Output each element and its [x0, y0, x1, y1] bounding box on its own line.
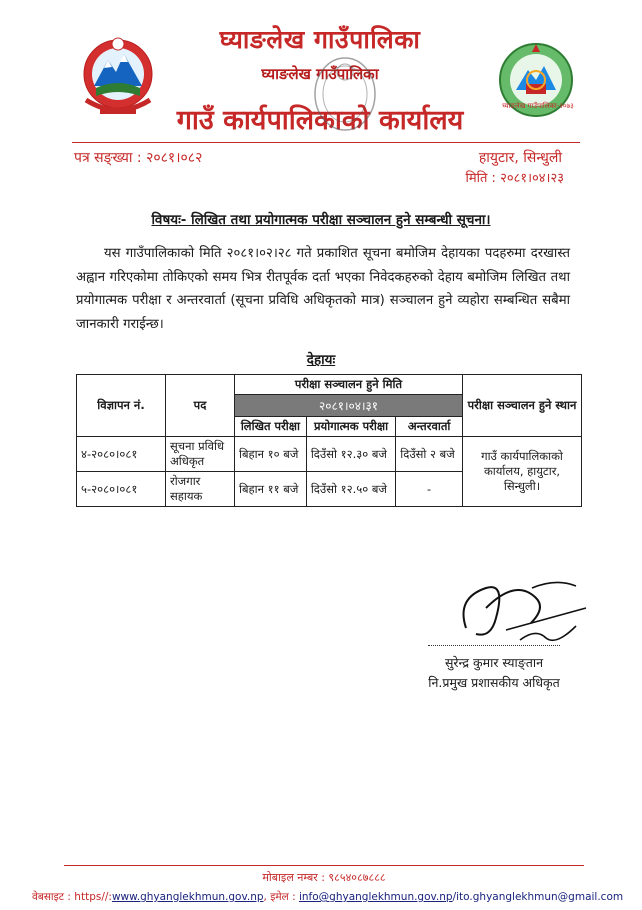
col-interview: अन्तरवार्ता [396, 417, 463, 437]
municipality-name: घ्याङलेख गाउँपालिका [219, 25, 421, 54]
email-link[interactable]: info@ghyanglekhmun.gov.np [298, 891, 453, 903]
footer-contacts: वेबसाइट : https//:www.ghyanglekhmun.gov.np, इमेल : info@ghyanglekhmun.gov.np/ito.ghyanglekhmun@gmail.com [32, 891, 624, 903]
logo-caption: घ्याङलेख गाउँपालिका-२०७३ [502, 102, 574, 110]
col-exam-date-group: परीक्षा सञ्चालन हुने मिति [235, 375, 463, 395]
table-row: ४-२०८०।०८१ सूचना प्रविधि अधिकृत बिहान १० बजे दिउँसो १२.३० बजे दिउँसो २ बजे गाउँ कार्यपालिकाको कार्यालय, हायुटार, सिन्धुली। [77, 437, 582, 472]
signer-name: सुरेन्द्र कुमार स्याङ्तान [444, 655, 544, 670]
col-adv-no: विज्ञापन नं. [77, 375, 166, 437]
header-divider [72, 142, 580, 143]
subject-line: विषयः- लिखित तथा प्रयोगात्मक परीक्षा सञ्चालन हुने सम्बन्धी सूचना। [151, 212, 491, 228]
footer-mobile: मोबाइल नम्बर : ९८५४०८७८८८ [262, 871, 386, 884]
col-post: पद [166, 375, 235, 437]
venue-cell: गाउँ कार्यपालिकाको कार्यालय, हायुटार, सिन्धुली। [463, 437, 582, 507]
letter-date: मिति : २०८१।०४।२३ [465, 171, 564, 186]
col-venue: परीक्षा सञ्चालन हुने स्थान [463, 375, 582, 437]
municipality-logo-icon [496, 40, 576, 124]
office-name: गाउँ कार्यपालिकाको कार्यालय [176, 105, 464, 136]
schedule-heading: देहायः [306, 352, 336, 368]
municipality-name-stylized: घ्याङलेख गाउँपालिका [261, 65, 379, 83]
exam-schedule-table [76, 374, 582, 507]
handwritten-signature [436, 568, 596, 654]
col-written: लिखित परीक्षा [235, 417, 307, 437]
signature-line [428, 645, 560, 646]
notice-body: यस गाउँपालिकाको मिति २०८१।०२।२८ गते प्रकाशित सूचना बमोजिम देहायका पदहरुमा दरखास्त अह्वान गरिएकोमा तोकिएको समय भित्र रीतपूर्वक दर्ता भएका निवेदकहरुको देहाय बमोजिम लिखित तथा प्रयोगात्मक परीक्षा र अन्तरवार्ता (सूचना प्रविधि अधिकृतको मात्र) सञ्चालन हुने व्यहोरा सम्बन्धित सबैमा जानकारी गराईन्छ। [76, 246, 570, 332]
col-practical: प्रयोगात्मक परीक्षा [306, 417, 395, 437]
nepal-government-emblem-icon [80, 30, 156, 124]
footer-divider [64, 865, 584, 866]
table-row: ५-२०८०।०८१ रोजगार सहायक बिहान ११ बजे दिउँसो १२.५० बजे - [77, 472, 582, 507]
reference-number: पत्र सङ्ख्या : २०८१।०८२ [74, 150, 203, 166]
signer-title: नि.प्रमुख प्रशासकीय अधिकृत [428, 675, 560, 690]
website-link[interactable]: www.ghyanglekhmun.gov.np [111, 891, 264, 903]
exam-date: २०८१।०४।३१ [235, 395, 463, 417]
office-location: हायुटार, सिन्धुली [478, 150, 562, 166]
office-stamp-icon [310, 54, 380, 138]
